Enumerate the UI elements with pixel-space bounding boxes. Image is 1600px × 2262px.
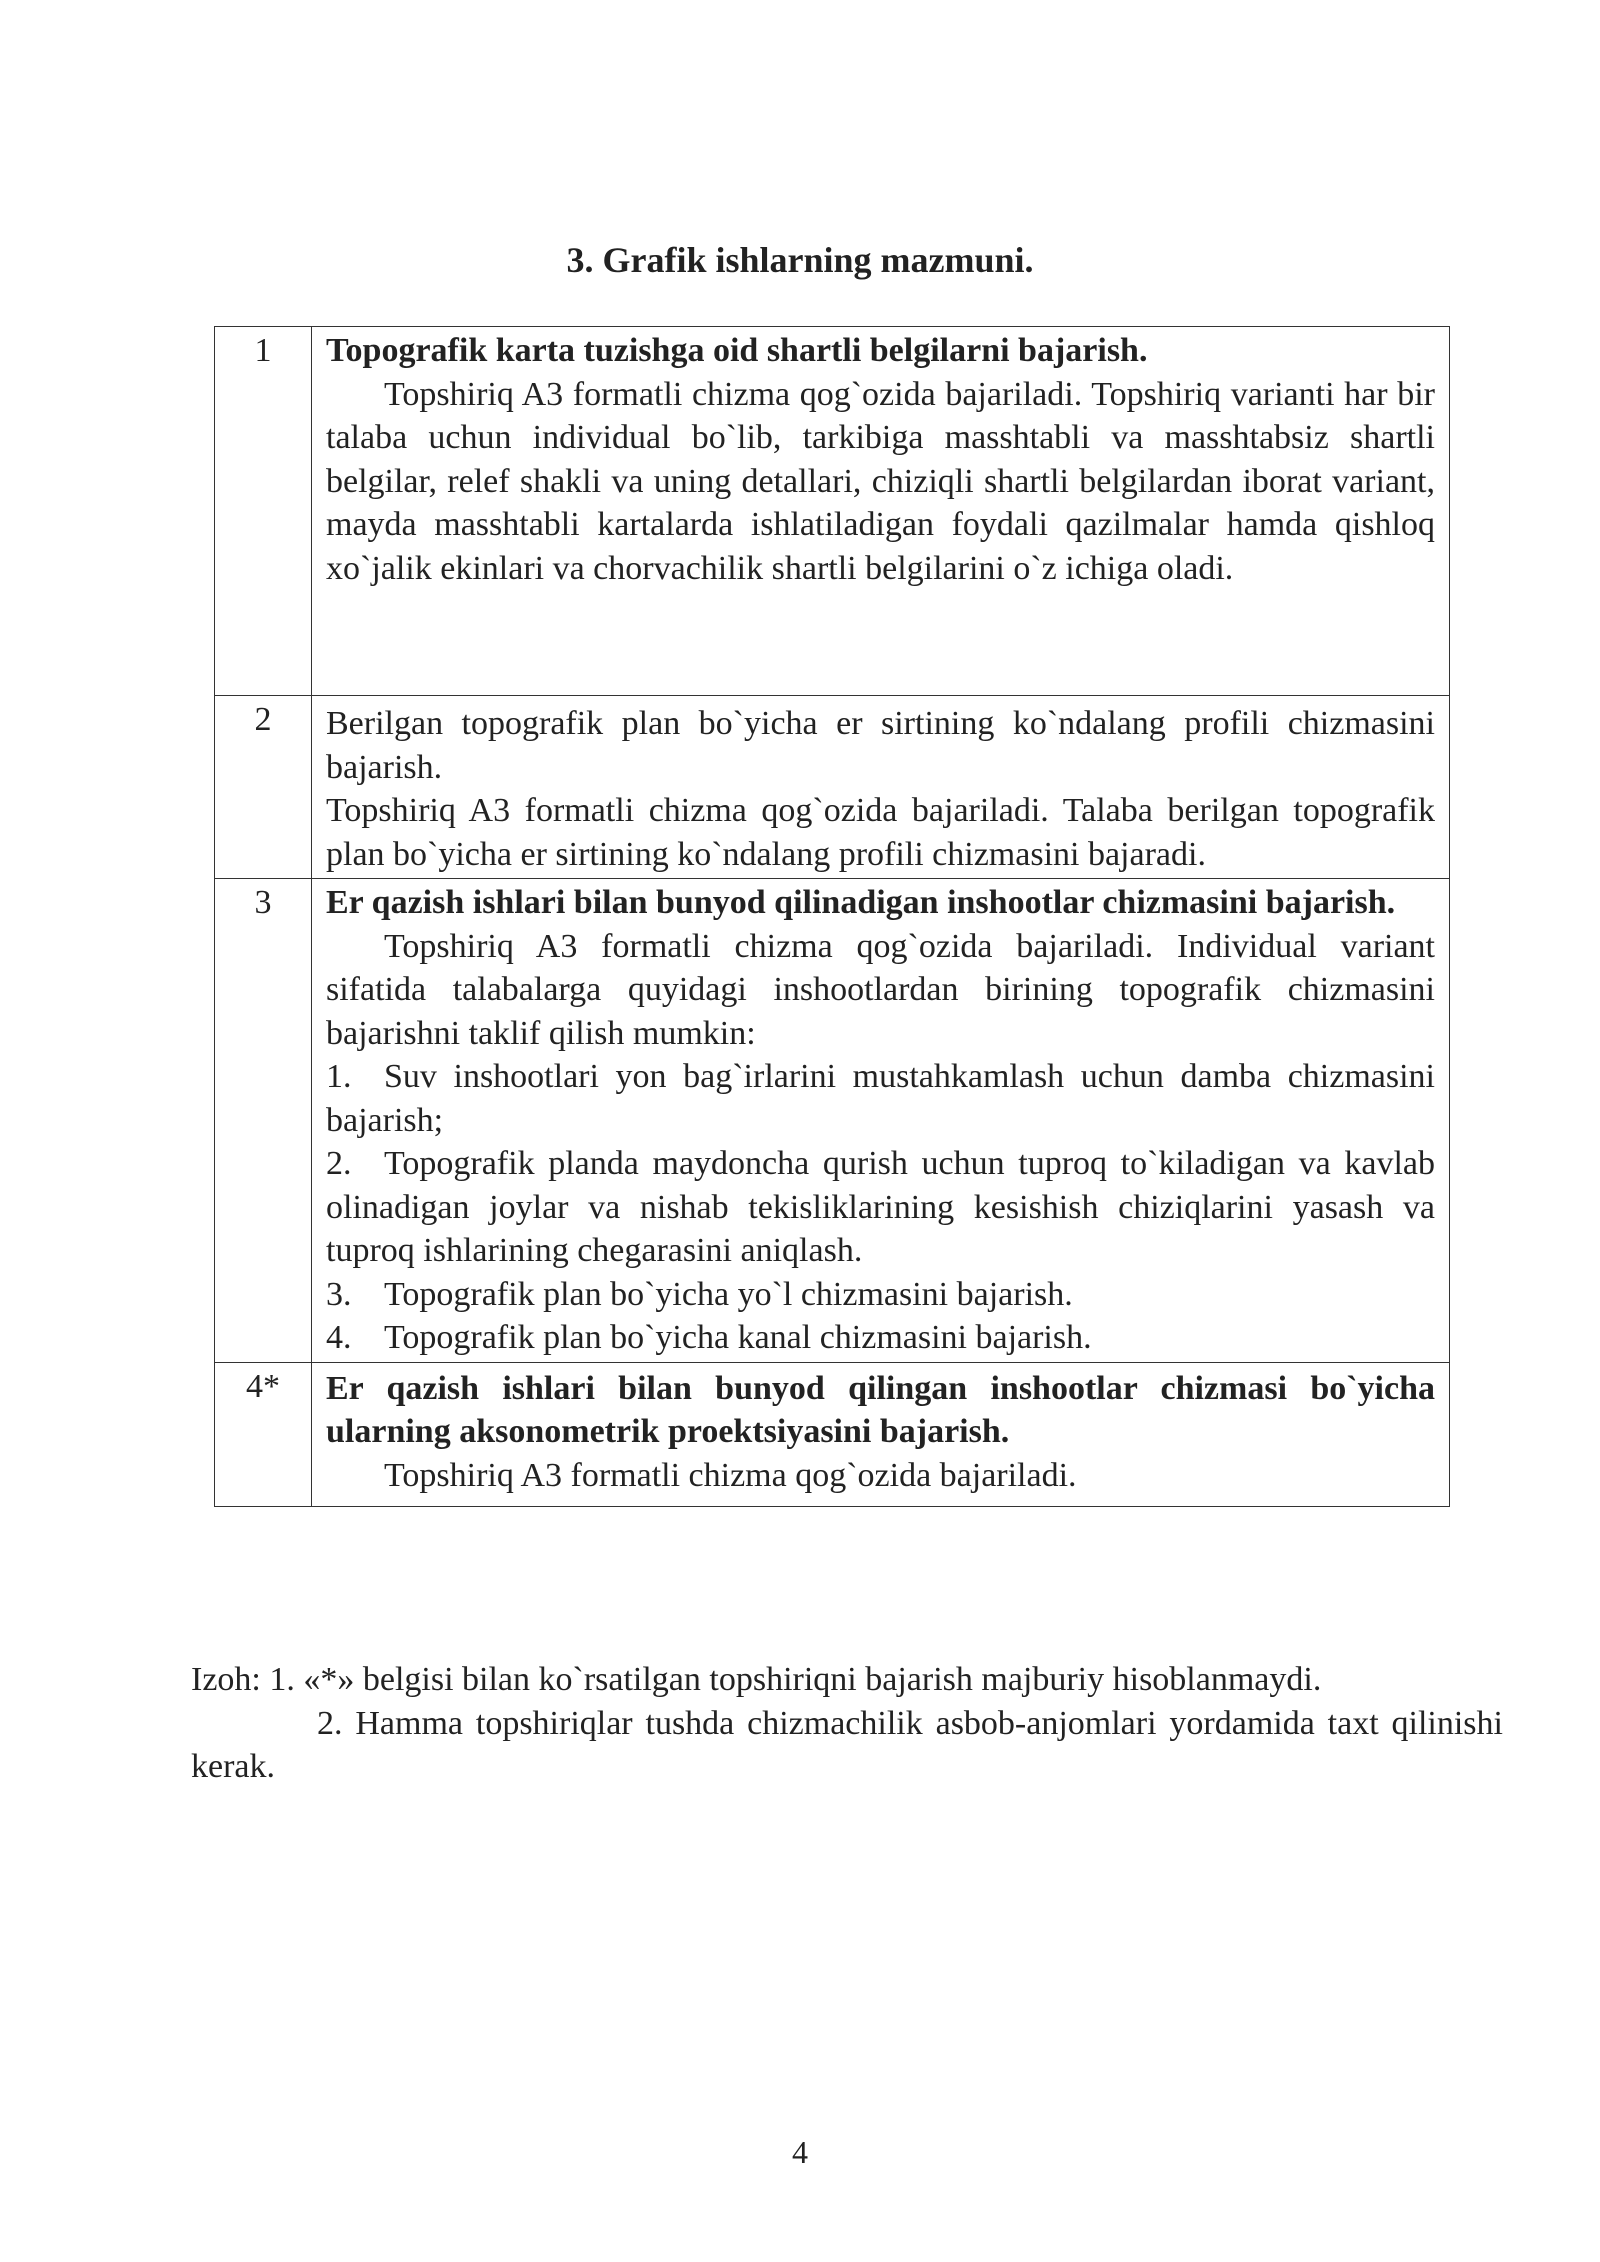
table-row [215, 879, 1450, 1363]
task-description: Topshiriq A3 formatli chizma qog`ozida bajariladi. Individual variant sifatida talabalarga quyidagi inshootlardan birining topografik chizmasini bajarishni taklif qilish mumkin: [326, 927, 1435, 1052]
task-heading: Berilgan topografik plan bo`yicha er sirtining ko`ndalang profili chizmasini bajarish. [326, 705, 1435, 786]
task-heading: Topografik karta tuzishga oid shartli belgilarni bajarish. [326, 332, 1148, 369]
table-row [215, 1362, 1450, 1506]
list-text: Topografik plan bo`yicha yo`l chizmasini bajarish. [384, 1275, 1073, 1313]
row-content [312, 327, 1450, 696]
task-description: Topshiriq A3 formatli chizma qog`ozida bajariladi. Talaba berilgan topografik plan bo`yicha er sirtining ko`ndalang profili chizmasini bajaradi. [326, 792, 1435, 873]
page-title: 3. Grafik ishlarning mazmuni. [566, 240, 1034, 280]
table-row [215, 696, 1450, 879]
row-content [312, 879, 1450, 1363]
tasks-table [214, 326, 1450, 1507]
list-number: 2. [326, 1145, 352, 1182]
list-item [326, 1273, 1435, 1317]
row-number: 3 [215, 879, 312, 1363]
list-text: Topografik plan bo`yicha kanal chizmasini bajarish. [384, 1319, 1092, 1356]
note-line-2: 2. Hamma topshiriqlar tushda chizmachilik asbob-anjomlari yordamida taxt qilinishi kerak. [191, 1704, 1503, 1785]
list-item [326, 1316, 1435, 1360]
table-row [215, 327, 1450, 696]
list-number: 4. [326, 1319, 352, 1356]
list-item [326, 1142, 1435, 1273]
note-line-1: Izoh: 1. «*» belgisi bilan ko`rsatilgan topshiriqni bajarish majburiy hisoblanmaydi. [191, 1661, 1322, 1698]
task-heading: Er qazish ishlari bilan bunyod qilingan inshootlar chizmasi bo`yicha ularning aksonometrik proektsiyasini bajarish. [326, 1369, 1435, 1450]
list-text: Topografik planda maydoncha qurish uchun tuproq to`kiladigan va kavlab olinadigan joylar va nishab tekisliklarining kesishish chiziqlarini yasash va tuproq ishlarining chegarasini aniqlash. [326, 1145, 1435, 1269]
list-number: 1. [326, 1058, 352, 1095]
list-number: 3. [326, 1275, 352, 1313]
note-block [191, 1658, 1503, 1789]
task-heading: Er qazish ishlari bilan bunyod qilinadigan inshootlar chizmasini bajarish. [326, 884, 1396, 921]
row-number: 4* [215, 1362, 312, 1506]
page-number: 4 [792, 2134, 808, 2170]
task-description: Topshiriq A3 formatli chizma qog`ozida bajariladi. [384, 1456, 1077, 1494]
row-content [312, 1362, 1450, 1506]
row-content [312, 696, 1450, 879]
task-description: Topshiriq A3 formatli chizma qog`ozida bajariladi. Topshiriq varianti har bir talaba uchun individual bo`lib, tarkibiga masshtabli va masshtabsiz shartli belgilar, relef shakli va uning detallari, chiziqli shartli belgilardan iborat variant, mayda masshtabli kartalarda ishlatiladigan foydali qazilmalar hamda qishloq xo`jalik ekinlari va chorvachilik shartli belgilarini o`z ichiga oladi. [326, 375, 1435, 587]
list-text: Suv inshootlari yon bag`irlarini mustahkamlash uchun damba chizmasini bajarish; [326, 1058, 1435, 1139]
list-item [326, 1055, 1435, 1142]
row-number: 1 [215, 327, 312, 696]
row-number: 2 [215, 696, 312, 879]
